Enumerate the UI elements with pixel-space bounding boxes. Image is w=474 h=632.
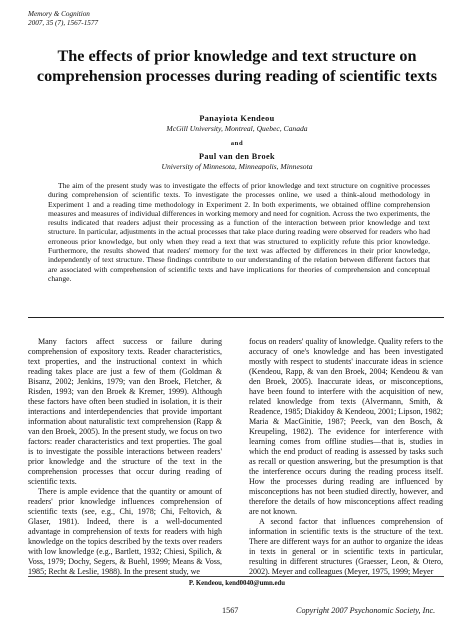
- page-number: 1567: [222, 606, 239, 615]
- author-2-name: Paul van den Broek: [199, 152, 275, 161]
- author-1-name: Panayiota Kendeou: [199, 114, 275, 123]
- body-paragraph: focus on readers' quality of knowledge. Quality refers to the accuracy of one's knowledge and has been investigated mostly with respect to students' inaccurate ideas in science (Kendeou, Rapp, & van den Broek, 2004; Kendeou & van den Broek, 2005). Inaccurate ideas, or misconceptions, have been found to interfere with the acquisition of new, related knowledge from texts (Alvermann, Smith, & Readence, 1985; Diakidoy & Kendeou, 2001; Lipson, 1982; Maria & MacGinitie, 1987; Peeck, van den Bosch, & Kreupeling, 1982). The evidence for interference with learning comes from offline studies—that is, studies in which the end product of reading is assessed by tasks such as recall or question answering, but the presumption is that the interference occurs during the reading process itself. How the processes during reading are influenced by misconceptions has not been studied directly, however, and therefore the details of how misconceptions affect reading are not known.: [249, 337, 443, 516]
- footnote-rule: [28, 576, 444, 577]
- body-column-left: [28, 337, 222, 577]
- author-2-affiliation: University of Minnesota, Minneapolis, Minnesota: [161, 162, 313, 171]
- and-separator: and: [230, 140, 244, 147]
- abstract: The aim of the present study was to investigate the effects of prior knowledge and text structure on cognitive processes during comprehension of scientific texts. To investigate the processes online, we used a think-aloud methodology in Experiment 1 and a reading time methodology in Experiment 2. In both experiments, we obtained offline comprehension measures and measures of individual differences in working memory and need for cognition. Across the two experiments, the results indicated that readers adjust their processing as a function of the interaction between prior knowledge and text structure. In particular, adjustments in the actual processes that take place during reading were observed for readers who had erroneous prior knowledge, but only when they read a text that was structured to explicitly refute this prior knowledge. Furthermore, the results showed that readers' memory for the text was affected by differences in their prior knowledge, independently of text structure. These findings contribute to our understanding of the relation between different factors that are associated with comprehension of scientific texts and have implications for theories of comprehension and conceptual change.: [48, 181, 430, 283]
- journal-citation: 2007, 35 (7), 1567-1577: [28, 19, 99, 27]
- author-1-affiliation: McGill University, Montreal, Quebec, Canada: [166, 124, 308, 133]
- journal-name: Memory & Cognition: [28, 10, 90, 18]
- paper-title: The effects of prior knowledge and text structure on comprehension processes during reading of scientific texts: [36, 47, 438, 85]
- body-paragraph: Many factors affect success or failure during comprehension of expository texts. Reader characteristics, text properties, and the instructional context in which reading takes place are just a few of them (Goldman & Bisanz, 2002; Jenkins, 1979; van den Broek, Fletcher, & Risden, 1993; van den Broek & Kremer, 1999). Although these factors have often been studied in isolation, it is their interactions and interdependencies that provide important information about naturalistic text comprehension (Rapp & van den Broek, 2005). In the present study, we focus on two factors: reader characteristics and text properties. The goal is to investigate the possible interactions between readers' prior knowledge and the structure of the text in the comprehension processes that occur during reading of scientific texts.: [28, 337, 222, 486]
- body-paragraph: There is ample evidence that the quantity or amount of readers' prior knowledge influences comprehension of scientific texts (see, e.g., Chi, 1978; Chi, Feltovich, & Glaser, 1981). Indeed, there is a well-documented advantage in comprehension of texts for readers with high knowledge on the topics described by the texts over readers with low knowledge (e.g., Bartlett, 1932; Chiesi, Spilich, & Voss, 1979; Dochy, Segers, & Buehl, 1999; Means & Voss, 1985; Recht & Leslie, 1988). In the present study, we: [28, 486, 222, 576]
- section-divider: [28, 317, 444, 318]
- body-column-right: [249, 337, 443, 577]
- correspondence-note: P. Kendeou, kend0040@umn.edu: [188, 580, 286, 587]
- journal-header: [28, 10, 98, 28]
- copyright-notice: Copyright 2007 Psychonomic Society, Inc.: [296, 606, 436, 615]
- body-paragraph: A second factor that influences comprehension of information in scientific texts is the structure of the text. There are different ways for an author to organize the ideas in texts in general or in scientific texts in particular, resulting in different structures (Graesser, Leon, & Otero, 2002). Meyer and colleagues (Meyer, 1975, 1999; Meyer: [249, 516, 443, 576]
